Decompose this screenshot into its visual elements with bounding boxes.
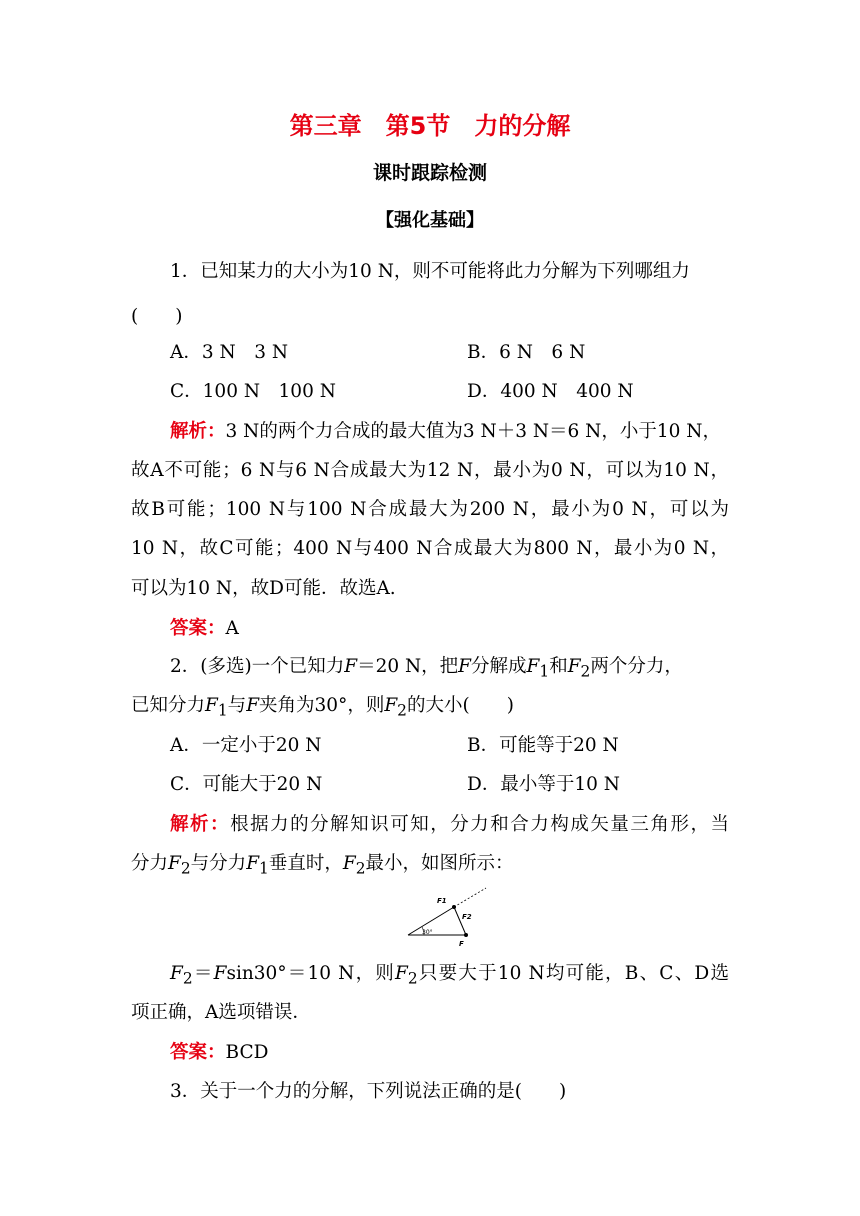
q2-option-c: C．可能大于20 N bbox=[170, 774, 323, 795]
q1-option-a: A．3 N 3 N bbox=[170, 342, 289, 363]
q1-analysis-line3: 故B可能；100 N与100 N合成最大为200 N，最小为0 N，可以为 bbox=[131, 499, 729, 520]
f1-label: F1 bbox=[437, 897, 447, 905]
q1-analysis-line4: 10 N，故C可能；400 N与400 N合成最大为800 N，最小为0 N， bbox=[131, 538, 729, 559]
q1-option-d: D．400 N 400 N bbox=[467, 381, 634, 402]
q2-stem-line1: 2．(多选)一个已知力F＝20 N，把F分解成$F_1$和$F_2$两个分力， bbox=[170, 656, 683, 681]
q1-option-b: B．6 N 6 N bbox=[467, 342, 586, 363]
extension-dashed-line bbox=[454, 888, 486, 907]
answer-label: 答案： bbox=[170, 1042, 226, 1063]
q1-stem-line2: ( ) bbox=[131, 306, 183, 327]
analysis-text: 3 N的两个力合成的最大值为3 N＋3 N＝6 N，小于10 N， bbox=[225, 421, 721, 442]
angle-label: 30° bbox=[422, 929, 433, 936]
force-f2-line bbox=[454, 907, 466, 935]
q2-analysis-line1 bbox=[170, 813, 729, 837]
q1-analysis-line5: 可以为10 N，故D可能．故选A. bbox=[131, 578, 396, 599]
f2-label: F2 bbox=[462, 913, 472, 921]
q3-stem-line1: 3．关于一个力的分解，下列说法正确的是( ) bbox=[170, 1081, 567, 1102]
answer-value: A bbox=[225, 618, 239, 639]
q1-analysis-line2: 故A不可能；6 N与6 N合成最大为12 N，最小为0 N，可以为10 N， bbox=[131, 460, 729, 481]
q2-option-b: B．可能等于20 N bbox=[467, 735, 619, 756]
section-heading: 【强化基础】 bbox=[376, 210, 484, 231]
q2-analysis-line2: 分力$F_2$与分力$F_1$垂直时，$F_2$最小，如图所示： bbox=[131, 853, 514, 878]
analysis-label: 解析： bbox=[170, 814, 231, 835]
q2-option-d: D．最小等于10 N bbox=[467, 774, 620, 795]
page-subtitle: 课时跟踪检测 bbox=[372, 162, 487, 184]
q1-analysis-line1 bbox=[170, 420, 721, 444]
q2-after-line2: 项正确，A选项错误． bbox=[131, 1002, 311, 1023]
q2-after-line1: $F_2=Fsin30^\circ=10$ N，则$F_2$只要大于10 N均可能，B、C、D选 bbox=[170, 963, 729, 988]
q1-answer bbox=[170, 617, 239, 641]
q1-option-c: C．100 N 100 N bbox=[170, 381, 336, 402]
f-endpoint-dot bbox=[464, 933, 468, 937]
q2-option-a: A．一定小于20 N bbox=[170, 735, 322, 756]
answer-value: BCD bbox=[225, 1042, 269, 1063]
analysis-text: 根据力的分解知识可知，分力和合力构成矢量三角形，当 bbox=[230, 814, 729, 835]
q1-stem-line1: 1．已知某力的大小为10 N，则不可能将此力分解为下列哪组力 bbox=[170, 261, 690, 282]
f1-endpoint-dot bbox=[452, 905, 456, 909]
force-triangle-diagram bbox=[400, 884, 500, 954]
analysis-label: 解析： bbox=[170, 421, 226, 442]
answer-label: 答案： bbox=[170, 618, 226, 639]
q2-stem-line2: 已知分力$F_1$与F夹角为30°，则$F_2$的大小( ) bbox=[131, 695, 514, 720]
q2-answer bbox=[170, 1041, 268, 1065]
f-label: F bbox=[459, 940, 464, 948]
page-title: 第三章 第5节 力的分解 bbox=[289, 112, 571, 140]
